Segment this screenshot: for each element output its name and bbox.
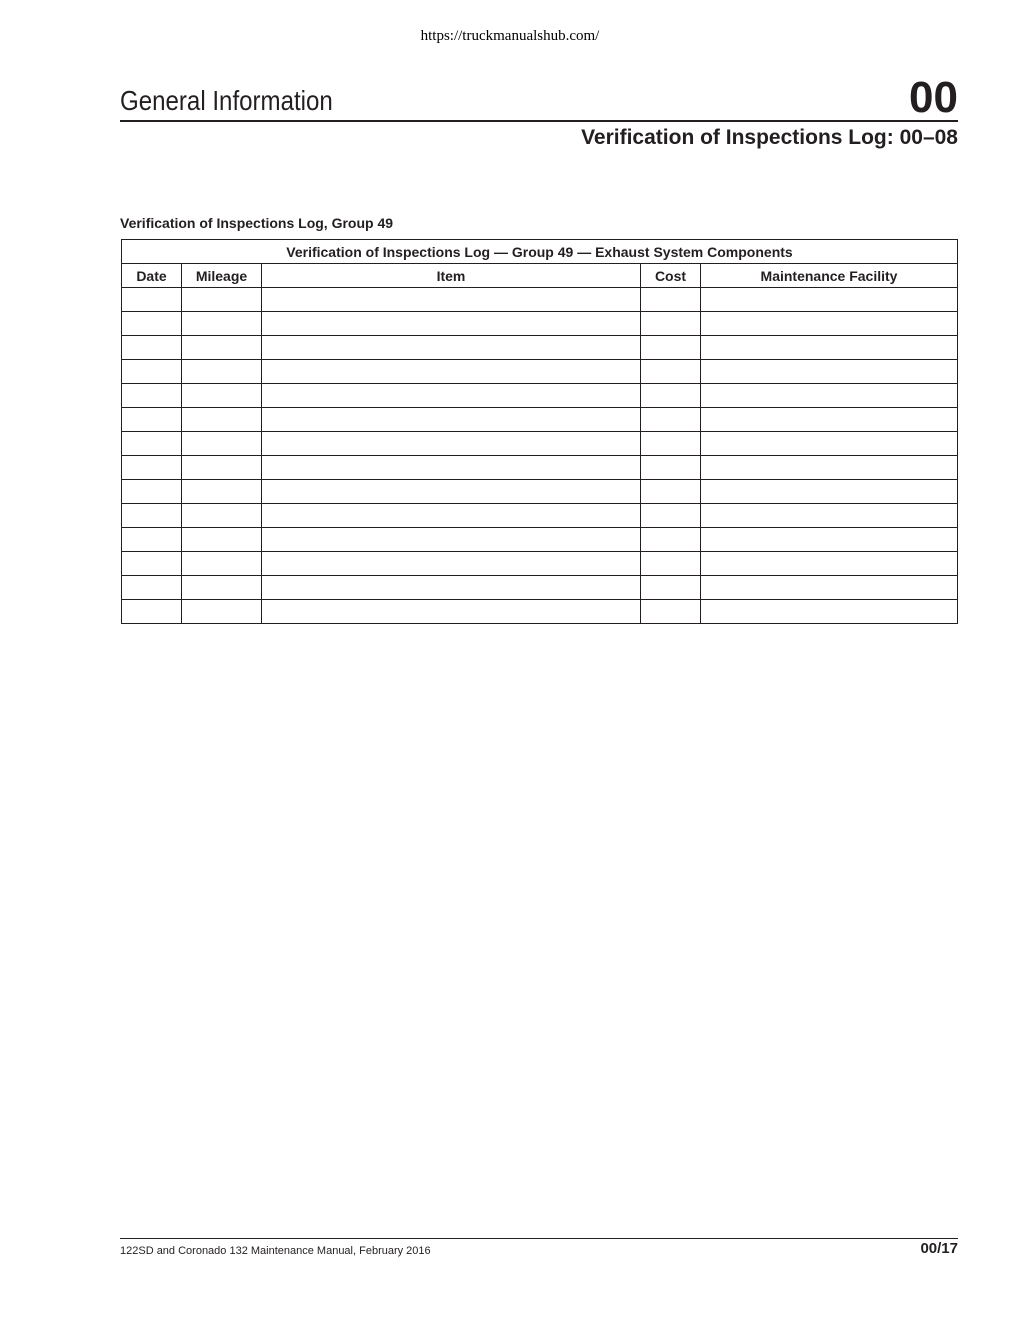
cost-cell [641, 432, 701, 456]
column-header-date: Date [122, 264, 182, 288]
date-cell [122, 480, 182, 504]
mileage-cell [182, 456, 262, 480]
maintenance-facility-cell [701, 360, 958, 384]
footer-page-number: 00/17 [920, 1240, 958, 1257]
table-header-row [122, 264, 958, 288]
watermark-url: https://truckmanualshub.com/ [420, 28, 600, 44]
section-title: General Information [120, 85, 333, 116]
item-cell [262, 552, 641, 576]
maintenance-facility-cell [701, 528, 958, 552]
table-row [122, 480, 958, 504]
item-cell [262, 312, 641, 336]
inspections-log-table [121, 239, 958, 624]
cost-cell [641, 456, 701, 480]
table-row [122, 576, 958, 600]
table-row [122, 600, 958, 624]
maintenance-facility-cell [701, 576, 958, 600]
maintenance-facility-cell [701, 288, 958, 312]
maintenance-facility-cell [701, 456, 958, 480]
table-heading: Verification of Inspections Log, Group 49 [120, 215, 394, 231]
maintenance-facility-cell [701, 336, 958, 360]
footer-manual-title: 122SD and Coronado 132 Maintenance Manual, February 2016 [120, 1245, 431, 1257]
page-header [120, 72, 958, 122]
cost-cell [641, 384, 701, 408]
item-cell [262, 576, 641, 600]
mileage-cell [182, 528, 262, 552]
cost-cell [641, 312, 701, 336]
item-cell [262, 504, 641, 528]
page-subtitle: Verification of Inspections Log: 00–08 [581, 126, 958, 149]
date-cell [122, 504, 182, 528]
table-row [122, 312, 958, 336]
cost-cell [641, 336, 701, 360]
cost-cell [641, 360, 701, 384]
mileage-cell [182, 336, 262, 360]
maintenance-facility-cell [701, 480, 958, 504]
date-cell [122, 312, 182, 336]
maintenance-facility-cell [701, 504, 958, 528]
item-cell [262, 360, 641, 384]
item-cell [262, 408, 641, 432]
item-cell [262, 456, 641, 480]
mileage-cell [182, 480, 262, 504]
mileage-cell [182, 360, 262, 384]
column-header-item: Item [262, 264, 641, 288]
cost-cell [641, 504, 701, 528]
table-row [122, 528, 958, 552]
maintenance-facility-cell [701, 552, 958, 576]
mileage-cell [182, 312, 262, 336]
section-number: 00 [909, 73, 958, 122]
item-cell [262, 600, 641, 624]
date-cell [122, 432, 182, 456]
date-cell [122, 528, 182, 552]
mileage-cell [182, 576, 262, 600]
cost-cell [641, 600, 701, 624]
maintenance-facility-cell [701, 312, 958, 336]
table-caption: Verification of Inspections Log — Group 49 — Exhaust System Components [122, 240, 958, 264]
item-cell [262, 528, 641, 552]
item-cell [262, 432, 641, 456]
date-cell [122, 600, 182, 624]
column-header-mileage: Mileage [182, 264, 262, 288]
column-header-maintenance-facility: Maintenance Facility [701, 264, 958, 288]
date-cell [122, 456, 182, 480]
date-cell [122, 408, 182, 432]
item-cell [262, 336, 641, 360]
table-body [122, 288, 958, 624]
mileage-cell [182, 288, 262, 312]
table-row [122, 552, 958, 576]
table-caption-row [122, 240, 958, 264]
table-row [122, 384, 958, 408]
table-row [122, 504, 958, 528]
maintenance-facility-cell [701, 384, 958, 408]
cost-cell [641, 576, 701, 600]
mileage-cell [182, 504, 262, 528]
table-row [122, 432, 958, 456]
mileage-cell [182, 384, 262, 408]
mileage-cell [182, 408, 262, 432]
cost-cell [641, 528, 701, 552]
date-cell [122, 384, 182, 408]
footer-divider [120, 1238, 958, 1239]
date-cell [122, 336, 182, 360]
date-cell [122, 288, 182, 312]
table-row [122, 408, 958, 432]
maintenance-facility-cell [701, 600, 958, 624]
cost-cell [641, 408, 701, 432]
mileage-cell [182, 552, 262, 576]
maintenance-facility-cell [701, 432, 958, 456]
date-cell [122, 552, 182, 576]
mileage-cell [182, 432, 262, 456]
item-cell [262, 288, 641, 312]
mileage-cell [182, 600, 262, 624]
cost-cell [641, 480, 701, 504]
date-cell [122, 576, 182, 600]
item-cell [262, 480, 641, 504]
table-row [122, 456, 958, 480]
column-header-cost: Cost [641, 264, 701, 288]
cost-cell [641, 288, 701, 312]
cost-cell [641, 552, 701, 576]
table-row [122, 360, 958, 384]
header-divider [120, 120, 958, 122]
table-row [122, 336, 958, 360]
item-cell [262, 384, 641, 408]
date-cell [122, 360, 182, 384]
table-row [122, 288, 958, 312]
maintenance-facility-cell [701, 408, 958, 432]
